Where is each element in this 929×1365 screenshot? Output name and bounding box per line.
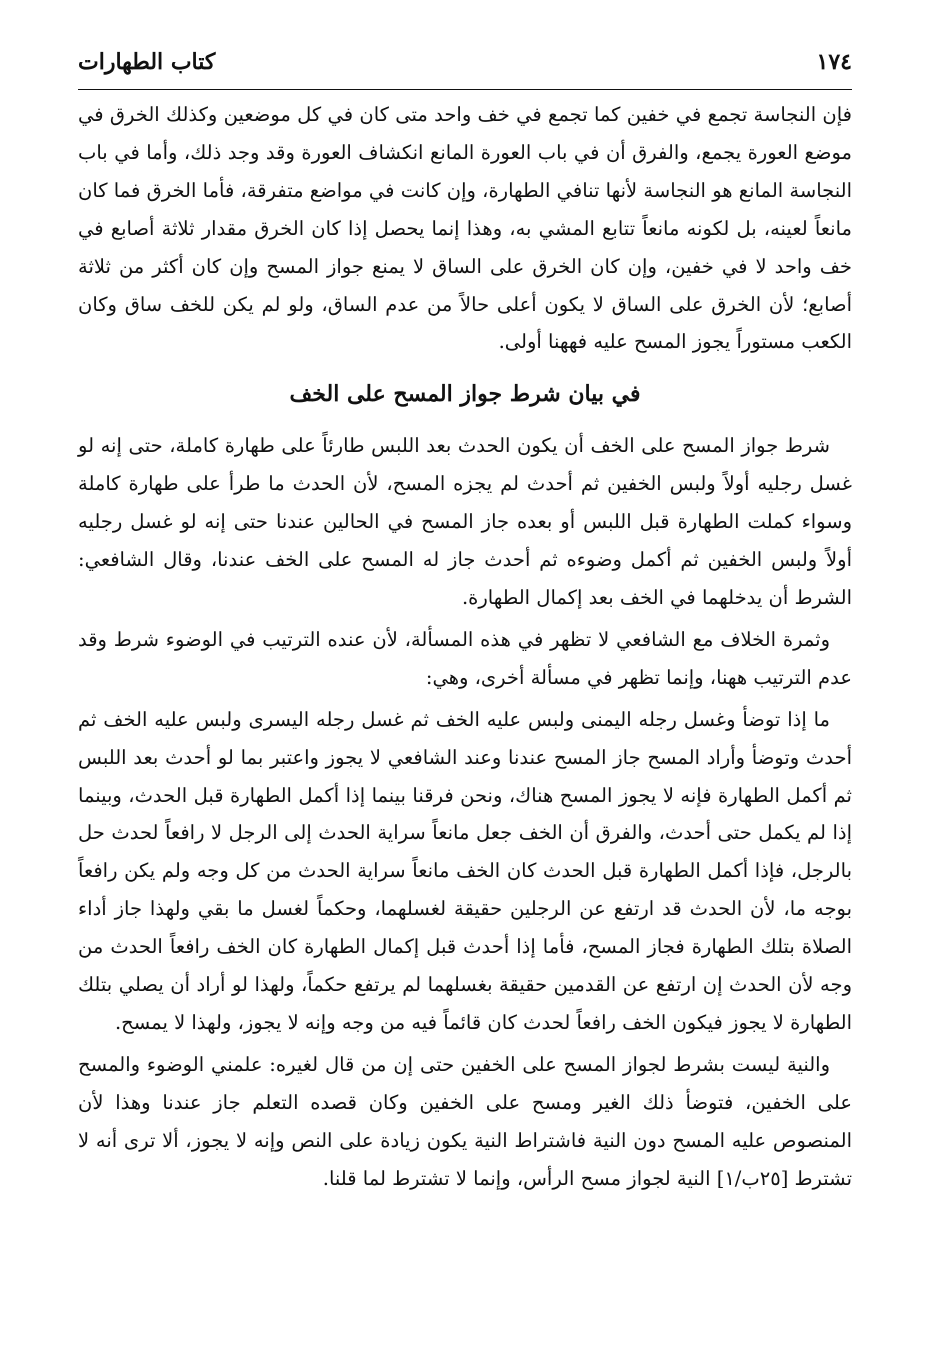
paragraph-wiping-condition: شرط جواز المسح على الخف أن يكون الحدث بعد اللبس طارئاً على طهارة كاملة، حتى إنه لو غسل رجليه أولاً ولبس الخفين ثم أحدث لم يجزه المسح، لأن الحدث ما طرأ على طهارة كاملة وسواء كملت الطهارة قبل اللبس أو بعده جاز المسح في الحالين عندنا حتى إنه لو غسل رجليه أولاً ولبس الخفين ثم أكمل وضوءه ثم أحدث جاز له المسح على الخف عندنا، وقال الشافعي: الشرط أن يدخلهما في الخف بعد إكمال الطهارة. (78, 434, 852, 609)
intro-paragraph: فإن النجاسة تجمع في خفين كما تجمع في خف واحد متى كان في كل موضعين وكذلك الخرق في موضع العورة يجمع، والفرق أن في باب العورة المانع انكشاف العورة وقد وجد ذلك، وأما في باب النجاسة المانع هو النجاسة لأنها تنافي الطهارة، وإن كانت في مواضع متفرقة، فأما الخرق فما كان مانعاً لعينه، بل لكونه مانعاً تتابع المشي به، وهذا إنما يحصل إذا كان الخرق مقدار ثلاثة أصابع في خف واحد لا في خفين، وإن كان الخرق على الساق لا يمنع جواز المسح وإن كان أكثر من ثلاثة أصابع؛ لأن الخرق على الساق لا يكون أعلى حالاً من عدم الساق، ولو لم يكن للخف ساق وكان الكعب مستوراً يجوز المسح عليه فههنا أولى. (78, 103, 852, 354)
book-title: كتاب الطهارات (78, 49, 216, 75)
paragraph-intention: والنية ليست بشرط لجواز المسح على الخفين حتى إن من قال لغيره: علمني الوضوء والمسح على الخفين، فتوضأ ذلك الغير ومسح على الخفين وكان قصده التعلم جاز عندنا وهذا لأن المنصوص عليه المسح دون النية فاشتراط النية يكون زيادة على النص وإنه لا يجوز، ألا ترى أنه لا تشترط [٢٥ب/١] النية لجواز مسح الرأس، وإنما لا تشترط لما قلنا. (78, 1052, 852, 1190)
running-header (78, 42, 852, 82)
page-body (78, 96, 852, 1197)
header-divider (78, 89, 852, 90)
section-heading: في بيان شرط جواز المسح على الخف (289, 381, 641, 408)
paragraph-disagreement-fruit: وثمرة الخلاف مع الشافعي لا تظهر في هذه المسألة، لأن عنده الترتيب في الوضوء شرط وقد عدم الترتيب ههنا، وإنما تظهر في مسألة أخرى، وهي: (78, 627, 852, 689)
book-page (78, 0, 852, 1365)
paragraph-right-foot-case: ما إذا توضأ وغسل رجله اليمنى ولبس عليه الخف ثم غسل رجله اليسرى ولبس عليه الخف ثم أحدث وتوضأ وأراد المسح جاز المسح عندنا وعند الشافعي لا يجوز واعتبر بما لو أحدث بعد اللبس ثم أكمل الطهارة فإنه لا يجوز المسح هناك، ونحن فرقنا بينما إذا أكمل الطهارة قبل الحدث، وبينما إذا لم يكمل حتى أحدث، والفرق أن الخف جعل مانعاً سراية الحدث إلى الرجل لا رافعاً لحدث حل بالرجل، فإذا أكمل الطهارة قبل الحدث كان الخف مانعاً سراية الحدث من كل وجه ولم يكن رافعاً بوجه ما، لأن الحدث قد ارتفع عن الرجلين حقيقة لغسلهما، وحكماً لغسل ما بقي ولهذا جاز أداء الصلاة بتلك الطهارة فجاز المسح، فأما إذا أحدث قبل إكمال الطهارة كان الخف رافعاً الحدث من وجه لأن الحدث إن ارتفع عن القدمين حقيقة بغسلهما لم يرتفع حكماً، ولهذا لو أراد أن يصلي بتلك الطهارة لا يجوز فيكون الخف رافعاً لحدث كان قائماً فيه من وجه وإنه لا يجوز، ولهذا لا يمسح. (78, 707, 852, 1034)
page-number: ١٧٤ (816, 49, 852, 75)
